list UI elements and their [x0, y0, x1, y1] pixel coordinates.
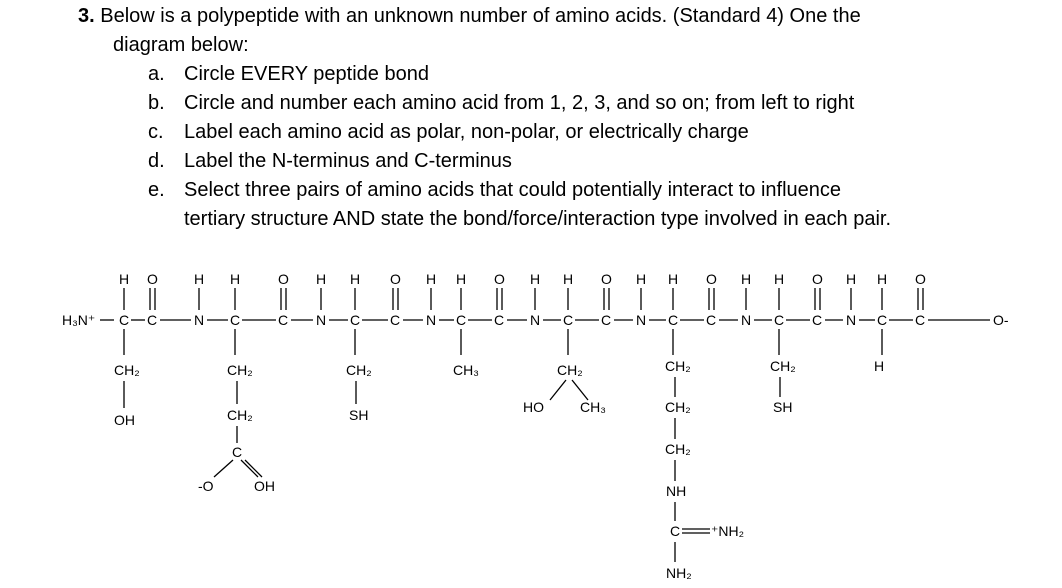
- thr-ch2: CH₂: [557, 362, 583, 378]
- arg-nh2: NH₂: [666, 565, 692, 581]
- arg-ch2-b: CH₂: [665, 399, 691, 415]
- amide-nitrogen: N: [846, 312, 857, 328]
- cys1-ch2: CH₂: [346, 362, 372, 378]
- item-e-text: Select three pairs of amino acids that could potentially interact to influence: [184, 179, 842, 201]
- ala-ch3: CH₃: [453, 362, 479, 378]
- item-a-letter: a.: [148, 63, 165, 85]
- carbonyl-carbon: C: [390, 312, 401, 328]
- n-terminus-label: H₃N⁺: [62, 312, 96, 328]
- alpha-h: H: [774, 271, 785, 287]
- arg-nh: NH: [666, 483, 687, 499]
- alpha-carbon: C: [668, 312, 679, 328]
- item-b-letter: b.: [148, 92, 165, 114]
- carbonyl-oxygen: O: [915, 271, 926, 287]
- question-number: 3.: [78, 5, 95, 27]
- c-terminus-label: O-: [993, 312, 1009, 328]
- ser-oh: OH: [114, 412, 135, 428]
- question-line-1: [78, 4, 861, 28]
- amide-h: H: [194, 271, 205, 287]
- polypeptide-structure: [0, 240, 1062, 588]
- amide-h: H: [846, 271, 857, 287]
- side-chain-arginine: [665, 358, 744, 581]
- amide-h: H: [316, 271, 327, 287]
- alpha-carbon: C: [350, 312, 361, 328]
- carbonyl-oxygen: O: [278, 271, 289, 287]
- arg-nh2-plus: ⁺NH₂: [711, 523, 745, 539]
- ser-ch2: CH₂: [114, 362, 140, 378]
- bond-lines: [100, 288, 990, 562]
- carbonyl-carbon: C: [915, 312, 926, 328]
- item-c-letter: c.: [148, 121, 164, 143]
- item-c-text: Label each amino acid as polar, non-polar, or electrically charge: [184, 121, 749, 143]
- carbonyl-oxygen: O: [494, 271, 505, 287]
- amide-nitrogen: N: [194, 312, 205, 328]
- alpha-h: H: [877, 271, 888, 287]
- side-chain-threonine: [523, 362, 606, 415]
- bond-thr-2: [572, 380, 588, 400]
- side-chain-serine: [114, 362, 140, 428]
- alpha-h: H: [350, 271, 361, 287]
- carbonyl-oxygen: O: [812, 271, 823, 287]
- amide-nitrogen: N: [426, 312, 437, 328]
- item-a-text: Circle EVERY peptide bond: [184, 63, 429, 85]
- glu-ch2-a: CH₂: [227, 362, 253, 378]
- item-e-text-line-2: tertiary structure AND state the bond/force/interaction type involved in each pair.: [184, 208, 892, 230]
- amide-nitrogen: N: [316, 312, 327, 328]
- carbonyl-carbon: C: [706, 312, 717, 328]
- side-chain-alanine: [453, 362, 479, 378]
- amide-h: H: [530, 271, 541, 287]
- amide-nitrogen: N: [636, 312, 647, 328]
- side-chain-cysteine-1: [346, 362, 372, 423]
- carbonyl-carbon: C: [812, 312, 823, 328]
- arg-ch2-c: CH₂: [665, 441, 691, 457]
- carbonyl-carbon: C: [601, 312, 612, 328]
- alpha-carbon: C: [563, 312, 574, 328]
- glu-oh: OH: [254, 478, 275, 494]
- item-b-text: Circle and number each amino acid from 1, 2, 3, and so on; from left to right: [184, 92, 855, 114]
- carbonyl-carbon: C: [494, 312, 505, 328]
- alpha-carbon: C: [230, 312, 241, 328]
- side-chain-cysteine-2: [770, 358, 796, 415]
- arg-ch2-a: CH₂: [665, 358, 691, 374]
- question-block: [0, 0, 1062, 240]
- carbonyl-carbon: C: [278, 312, 289, 328]
- thr-ho: HO: [523, 399, 544, 415]
- carbonyl-oxygen: O: [706, 271, 717, 287]
- bond-glu-5: [245, 460, 262, 477]
- alpha-carbon: C: [877, 312, 888, 328]
- item-e-letter: e.: [148, 179, 165, 201]
- gly-h: H: [874, 358, 885, 374]
- alpha-h: H: [668, 271, 679, 287]
- question-intro: Below is a polypeptide with an unknown number of amino acids. (Standard 4) One the: [100, 5, 861, 27]
- alpha-h: H: [563, 271, 574, 287]
- thr-ch3: CH₃: [580, 399, 606, 415]
- carbonyl-oxygen: O: [390, 271, 401, 287]
- glu-o-minus: -O: [198, 478, 214, 494]
- amide-h: H: [636, 271, 647, 287]
- alpha-carbon: C: [774, 312, 785, 328]
- bond-glu-3: [214, 460, 233, 477]
- glu-carbon: C: [232, 444, 243, 460]
- bond-thr-1: [550, 380, 566, 400]
- carbonyl-carbon: C: [147, 312, 158, 328]
- alpha-h: H: [230, 271, 241, 287]
- item-d-text: Label the N-terminus and C-terminus: [184, 150, 512, 172]
- carbonyl-oxygen: O: [601, 271, 612, 287]
- item-d-letter: d.: [148, 150, 165, 172]
- alpha-h: H: [119, 271, 130, 287]
- carbonyl-oxygen: O: [147, 271, 158, 287]
- question-intro-line-2: diagram below:: [113, 34, 249, 56]
- alpha-carbon: C: [119, 312, 130, 328]
- arg-carbon: C: [670, 523, 681, 539]
- glu-ch2-b: CH₂: [227, 407, 253, 423]
- amide-nitrogen: N: [741, 312, 752, 328]
- bond-glu-4: [241, 460, 258, 477]
- cys1-sh: SH: [349, 407, 369, 423]
- side-chain-glycine: [874, 358, 884, 374]
- cys2-sh: SH: [773, 399, 793, 415]
- cys2-ch2: CH₂: [770, 358, 796, 374]
- amide-h: H: [741, 271, 752, 287]
- alpha-h: H: [456, 271, 467, 287]
- amide-h: H: [426, 271, 437, 287]
- amide-nitrogen: N: [530, 312, 541, 328]
- alpha-carbon: C: [456, 312, 467, 328]
